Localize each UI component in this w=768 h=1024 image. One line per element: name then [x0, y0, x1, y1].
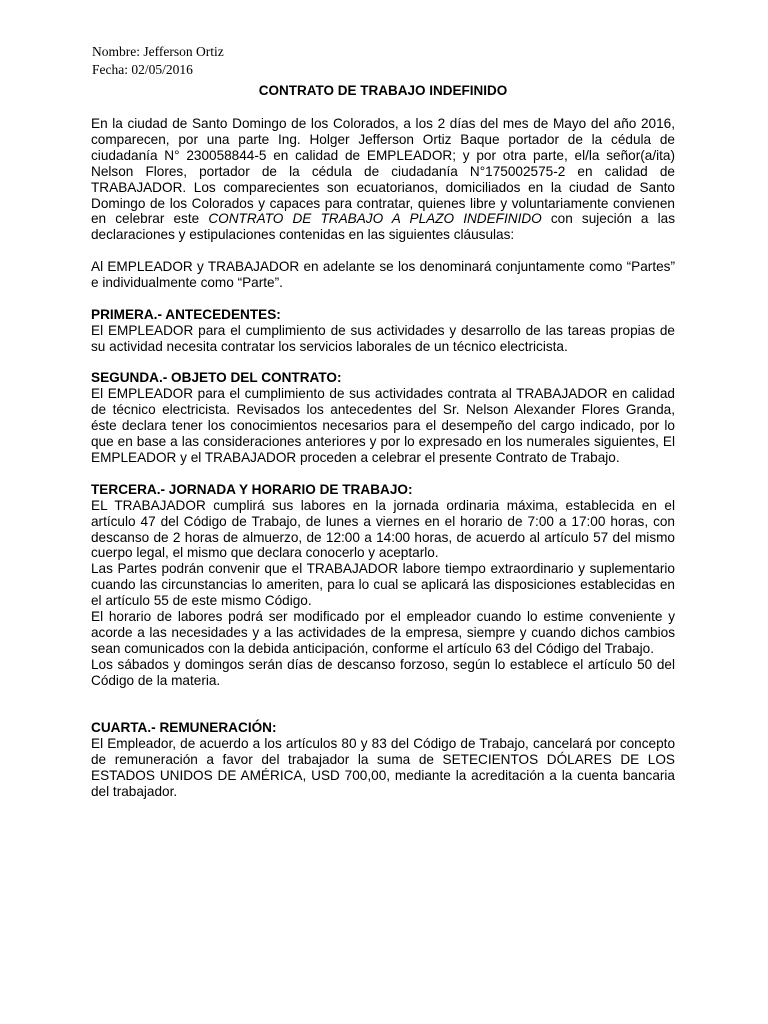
document-title: CONTRATO DE TRABAJO INDEFINIDO: [258, 83, 508, 98]
author-name-line: Nombre: Jefferson Ortiz: [92, 44, 224, 59]
document-body: [91, 116, 675, 800]
section-tercera-paragraph-3: El horario de labores podrá ser modificado por el empleador cuando lo estime conveniente y acorde a las necesidades y a las actividades de la empresa, siempre y cuando dichos cambios sean comunicados con la debida anticipación, conforme el artículo 63 del Código del Trabajo.: [91, 609, 675, 656]
section-heading-primera: PRIMERA.- ANTECEDENTES:: [91, 306, 281, 322]
section-tercera-paragraph-1: EL TRABAJADOR cumplirá sus labores en la jornada ordinaria máxima, establecida en el artículo 47 del Código de Trabajo, de lunes a viernes en el horario de 7:00 a 17:00 horas, con descanso de 2 horas de almuerzo, de 12:00 a 14:00 horas, de acuerdo al artículo 57 del mismo cuerpo legal, el mismo que declara conocerlo y aceptarlo.: [91, 497, 675, 561]
section-tercera-paragraph-4: Los sábados y domingos serán días de descanso forzoso, según lo establece el artículo 50 del Código de la materia.: [91, 656, 675, 688]
intro-text-1: En la ciudad de Santo Domingo de los Colorados, a los 2 días del mes de Mayo del año 2016, comparecen, por una parte Ing. Holger Jefferson Ortiz Baque portador de la cédula de ciudadanía N° 230058844-5 en calidad de EMPLEADOR; y por otra parte, el/la señor(a/ita) Nelson Flores, portador de la cédula de ciudadanía N°175002575-2 en calidad de TRABAJADOR. Los comparecientes son ecuatorianos, domiciliados en la ciudad de Santo Domingo de los Colorados y capaces para contratar, quienes libre y voluntariamente convienen en celebrar este: [91, 116, 675, 227]
intro-paragraph: [91, 116, 675, 243]
parties-paragraph: Al EMPLEADOR y TRABAJADOR en adelante se los denominará conjuntamente como “Partes” e individualmente como “Parte”.: [91, 259, 675, 291]
section-heading-segunda: SEGUNDA.- OBJETO DEL CONTRATO:: [91, 370, 342, 386]
section-segunda-paragraph: El EMPLEADOR para el cumplimiento de sus actividades contrata al TRABAJADOR en calidad de técnico electricista. Revisados los antecedentes del Sr. Nelson Alexander Flores Granda, éste declara tener los conocimientos necesarios para el desempeño del cargo indicado, por lo que en base a las consideraciones anteriores y por lo expresado en los numerales siguientes, El EMPLEADOR y el TRABAJADOR proceden a celebrar el presente Contrato de Trabajo.: [91, 386, 675, 465]
section-cuarta-paragraph: El Empleador, de acuerdo a los artículos 80 y 83 del Código de Trabajo, cancelará por concepto de remuneración a favor del trabajador la suma de SETECIENTOS DÓLARES DE LOS ESTADOS UNIDOS DE AMÉRICA, USD 700,00, mediante la acreditación a la cuenta bancaria del trabajador.: [91, 736, 675, 799]
section-primera-paragraph: El EMPLEADOR para el cumplimiento de sus actividades y desarrollo de las tareas propias de su actividad necesita contratar los servicios laborales de un técnico electricista.: [91, 322, 675, 354]
intro-text-2: con sujeción a las declaraciones y estipulaciones contenidas en las siguientes cláusulas:: [91, 211, 675, 243]
section-heading-cuarta: CUARTA.- REMUNERACIÓN:: [91, 720, 277, 736]
section-tercera-paragraph-2: Las Partes podrán convenir que el TRABAJADOR labore tiempo extraordinario y suplementario cuando las circunstancias lo ameriten, para lo cual se aplicará las disposiciones establecidas en el artículo 55 de este mismo Código.: [91, 561, 675, 609]
intro-contract-type: CONTRATO DE TRABAJO A PLAZO INDEFINIDO: [208, 211, 542, 227]
section-heading-tercera: TERCERA.- JORNADA Y HORARIO DE TRABAJO:: [91, 481, 413, 497]
date-line: Fecha: 02/05/2016: [92, 62, 193, 77]
